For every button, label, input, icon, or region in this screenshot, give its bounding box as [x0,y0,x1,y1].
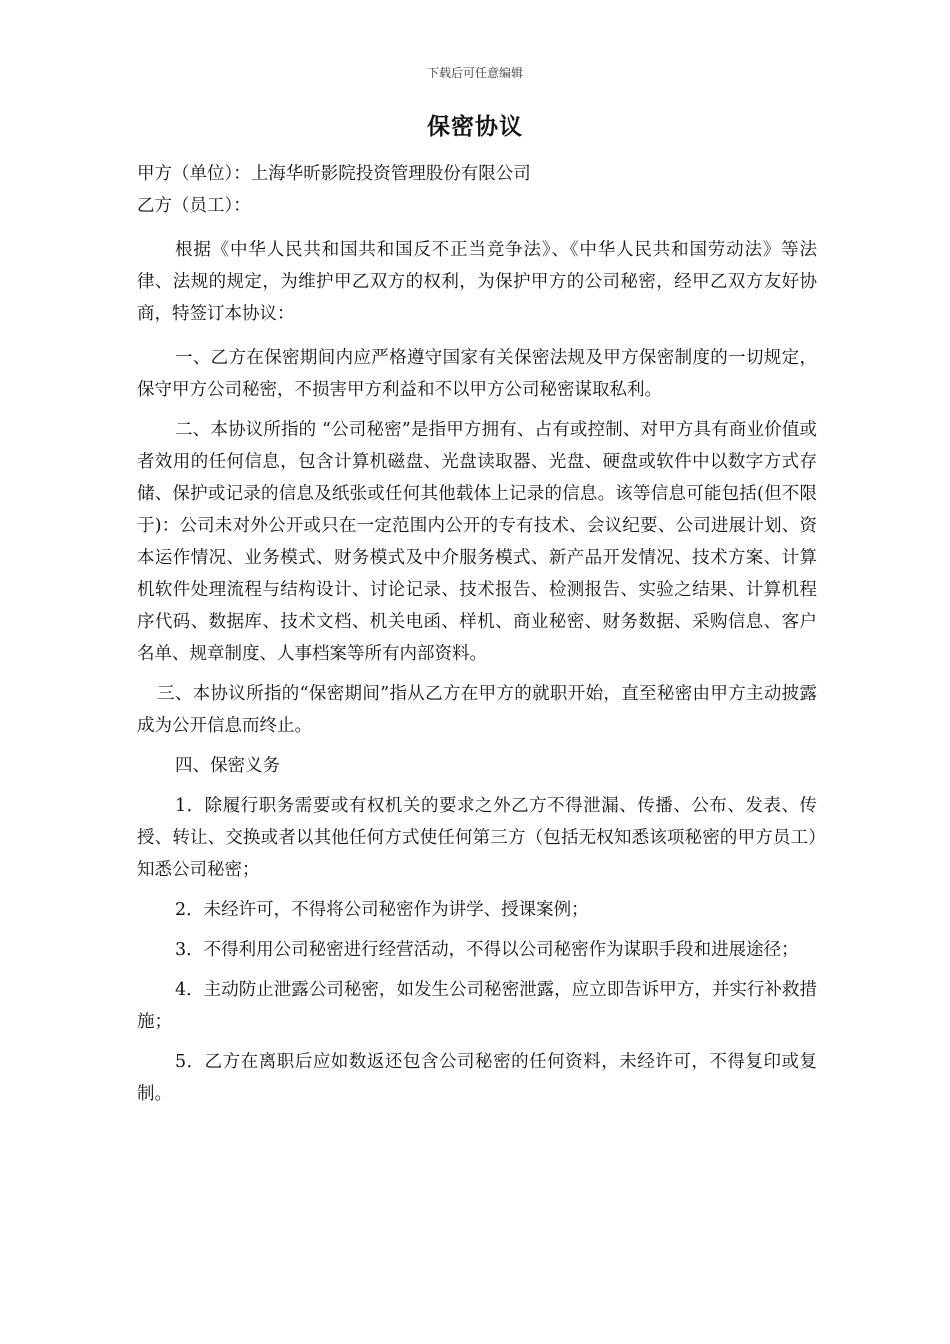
clause-1: 一、乙方在保密期间内应严格遵守国家有关保密法规及甲方保密制度的一切规定，保守甲方公司秘密，不损害甲方利益和不以甲方公司秘密谋取私利。 [137,348,817,400]
duty-4: 4．主动防止泄露公司秘密，如发生公司秘密泄露，应立即告诉甲方，并实行补救措施； [137,980,817,1032]
document-title: 保密协议 [427,114,523,140]
header-note: 下载后可任意编辑 [426,66,523,80]
clause-3: 三、本协议所指的“保密期间”指从乙方在甲方的就职开始，直至秘密由甲方主动披露成为公开信息而终止。 [137,684,817,736]
party-b: 乙方（员工）： [137,196,251,216]
duty-1: 1．除履行职务需要或有权机关的要求之外乙方不得泄漏、传播、公布、发表、传授、转让、交换或者以其他任何方式使任何第三方（包括无权知悉该项秘密的甲方员工）知悉公司秘密； [137,796,817,880]
document-body [137,158,817,1110]
duty-3: 3．不得利用公司秘密进行经营活动，不得以公司秘密作为谋职手段和进展途径； [175,940,799,960]
duty-2: 2．未经许可，不得将公司秘密作为讲学、授课案例； [175,900,589,920]
clause-2: 二、本协议所指的 “公司秘密”是指甲方拥有、占有或控制、对甲方具有商业价值或者效用的任何信息，包含计算机磁盘、光盘读取器、光盘、硬盘或软件中以数字方式存储、保护或记录的信息及纸张或任何其他载体上记录的信息。该等信息可能包括(但不限于)：公司未对外公开或只在一定范围内公开的专有技术、会议纪要、公司进展计划、资本运作情况、业务模式、财务模式及中介服务模式、新产品开发情况、技术方案、计算机软件处理流程与结构设计、讨论记录、技术报告、检测报告、实验之结果、计算机程序代码、数据库、技术文档、机关电函、样机、商业秘密、财务数据、采购信息、客户名单、规章制度、人事档案等所有内部资料。 [137,420,817,664]
intro-paragraph: 根据《中华人民共和国共和国反不正当竞争法》、《中华人民共和国劳动法》等法律、法规的规定，为维护甲乙双方的权利，为保护甲方的公司秘密，经甲乙双方友好协商，特签订本协议： [137,240,817,324]
duty-5: 5．乙方在离职后应如数返还包含公司秘密的任何资料，未经许可，不得复印或复制。 [137,1052,817,1104]
clause-4-heading: 四、保密义务 [175,756,280,776]
party-a: 甲方（单位）：上海华昕影院投资管理股份有限公司 [137,164,531,184]
